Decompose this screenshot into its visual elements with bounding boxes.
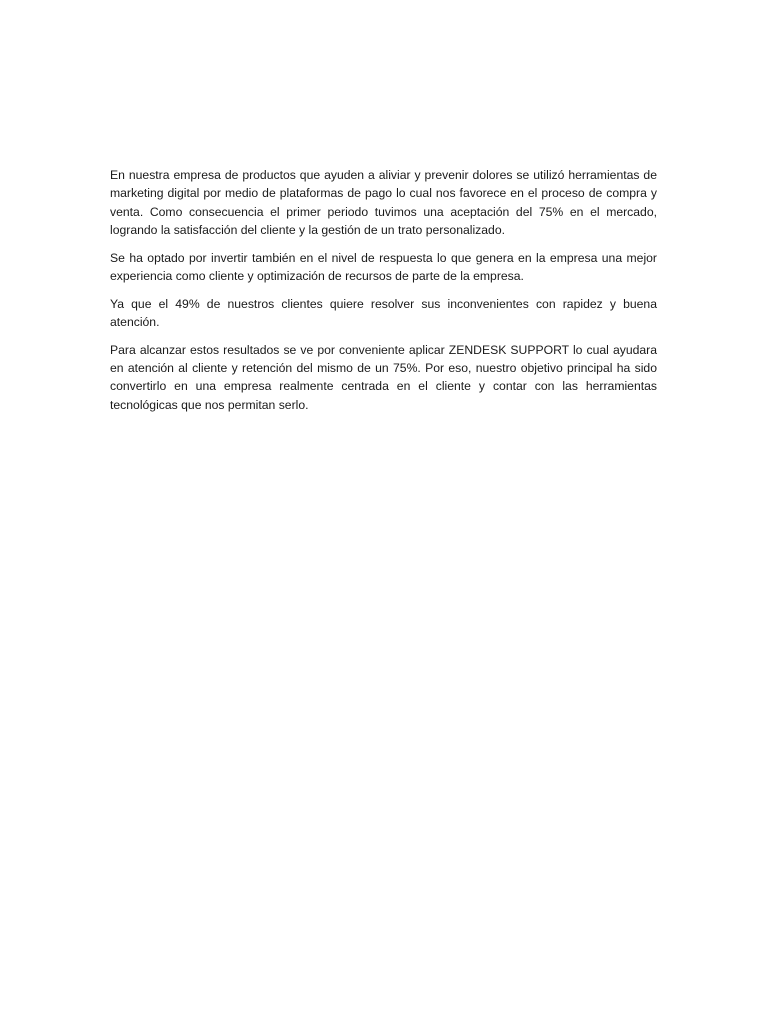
paragraph-1: En nuestra empresa de productos que ayuden a aliviar y prevenir dolores se utilizó herramientas de marketing digital por medio de plataformas de pago lo cual nos favorece en el proceso de compra y venta. Como consecuencia el primer periodo tuvimos una aceptación del 75% en el mercado, logrando la satisfacción del cliente y la gestión de un trato personalizado. xyxy=(110,168,657,237)
paragraph-4: Para alcanzar estos resultados se ve por conveniente aplicar ZENDESK SUPPORT lo cual ayudara en atención al cliente y retención del mismo de un 75%. Por eso, nuestro objetivo principal ha sido convertirlo en una empresa realmente centrada en el cliente y contar con las herramientas tecnológicas que nos permitan serlo. xyxy=(110,342,657,412)
paragraph-2: Se ha optado por invertir también en el nivel de respuesta lo que genera en la empresa una mejor experiencia como cliente y optimización de recursos de parte de la empresa. xyxy=(110,250,657,283)
paragraph-3: Ya que el 49% de nuestros clientes quiere resolver sus inconvenientes con rapidez y buena atención. xyxy=(110,296,657,330)
document-body xyxy=(110,166,657,424)
